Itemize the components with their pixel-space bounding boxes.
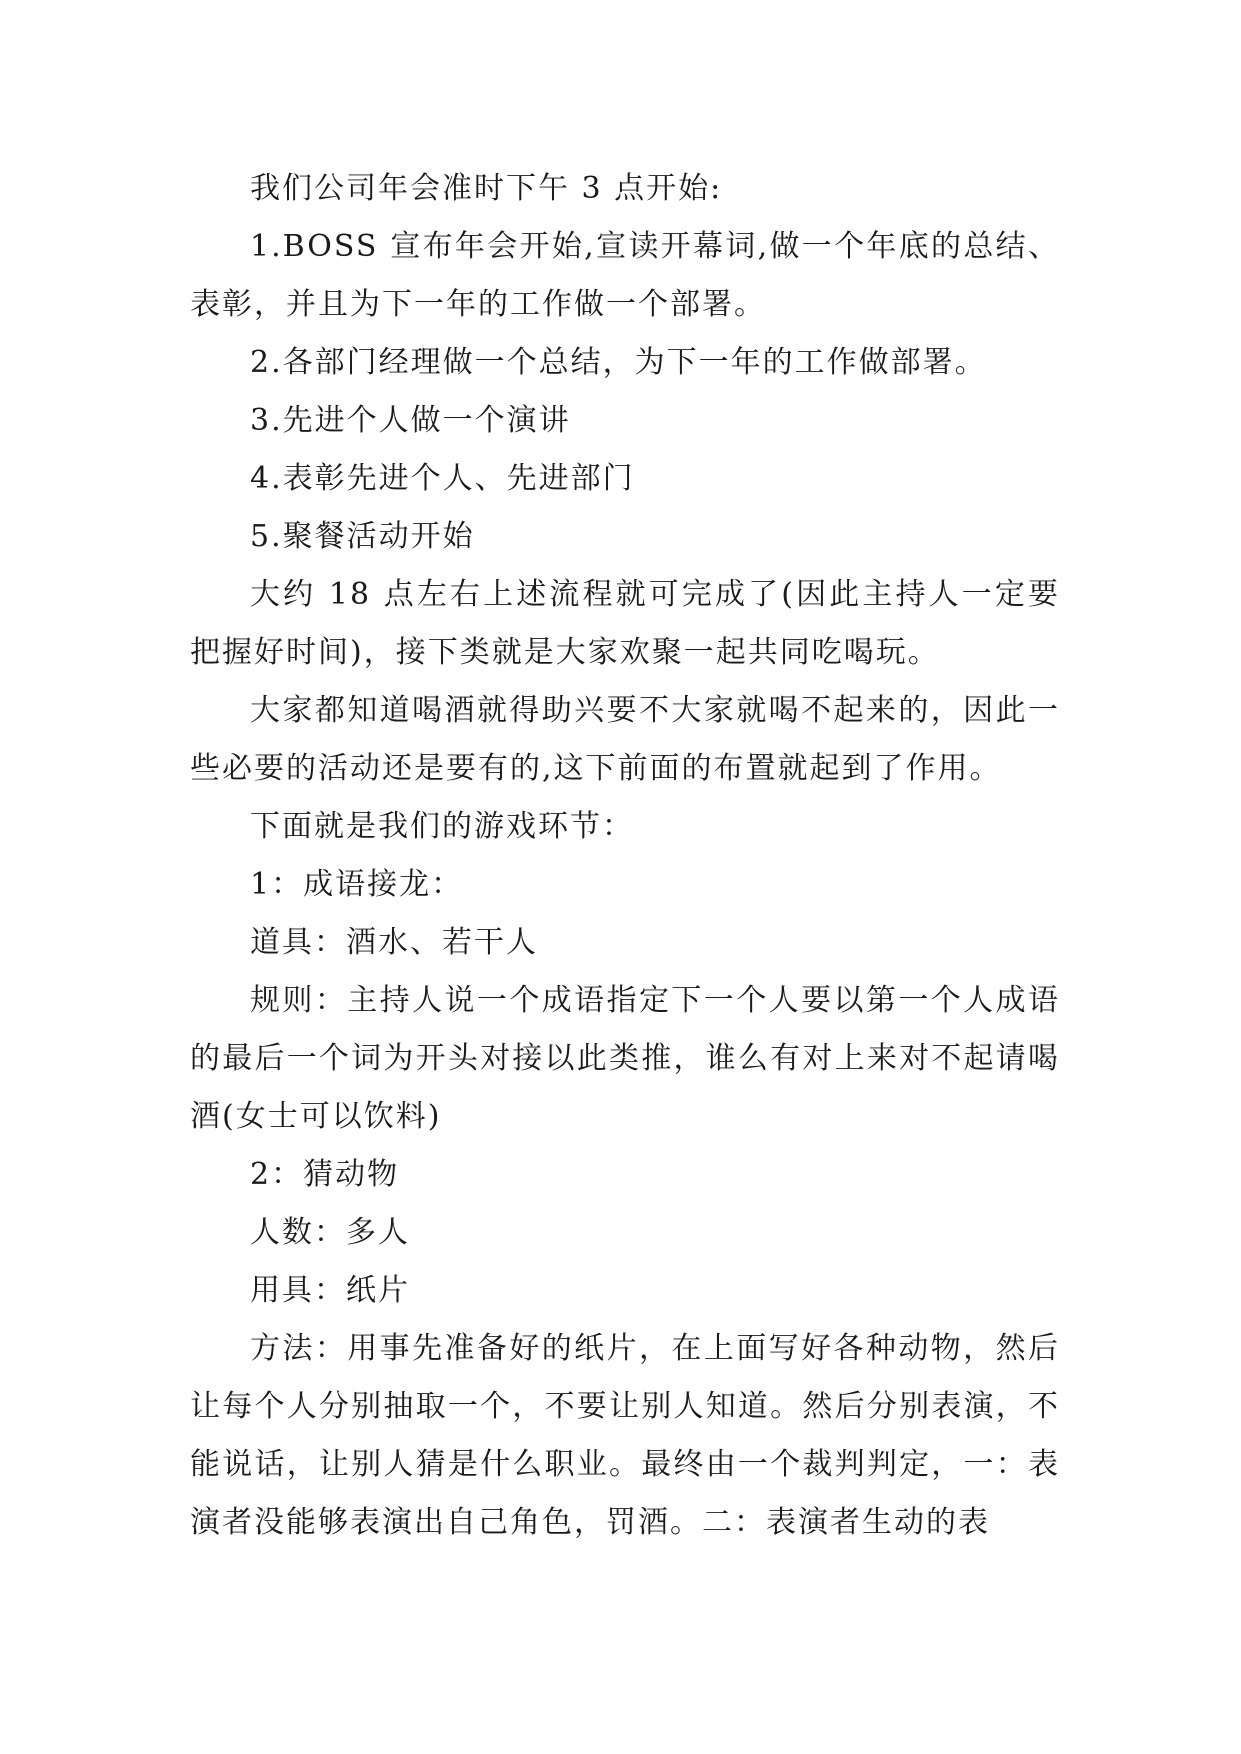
paragraph-item-3: 3.先进个人做一个演讲 bbox=[250, 403, 571, 438]
paragraph-game-2-players: 人数：多人 bbox=[250, 1215, 410, 1250]
paragraph-games-intro: 下面就是我们的游戏环节： bbox=[250, 809, 634, 844]
paragraph-activities: 大家都知道喝酒就得助兴要不大家就喝不起来的，因此一些必要的活动还是要有的,这下前面的布置就起到了作用。 bbox=[190, 693, 1060, 786]
paragraph-item-2: 2.各部门经理做一个总结，为下一年的工作做部署。 bbox=[250, 345, 987, 380]
paragraph-item-1: 1.BOSS 宣布年会开始,宣读开幕词,做一个年底的总结、表彰，并且为下一年的工作做一个部署。 bbox=[190, 229, 1060, 322]
paragraph-game-2-title: 2：猜动物 bbox=[250, 1157, 400, 1192]
paragraph-timing: 大约 18 点左右上述流程就可完成了(因此主持人一定要把握好时间)，接下类就是大家欢聚一起共同吃喝玩。 bbox=[190, 577, 1060, 670]
paragraph-game-1-props: 道具：酒水、若干人 bbox=[250, 925, 538, 960]
paragraph-game-1-title: 1：成语接龙： bbox=[250, 867, 464, 902]
document-body bbox=[190, 160, 1060, 1552]
paragraph-game-2-method: 方法：用事先准备好的纸片，在上面写好各种动物，然后让每个人分别抽取一个，不要让别人知道。然后分别表演，不能说话，让别人猜是什么职业。最终由一个裁判判定，一：表演者没能够表演出自己角色，罚酒。二：表演者生动的表 bbox=[190, 1331, 1060, 1540]
paragraph-item-4: 4.表彰先进个人、先进部门 bbox=[250, 461, 635, 496]
paragraph-item-5: 5.聚餐活动开始 bbox=[250, 519, 475, 554]
paragraph-start-time: 我们公司年会准时下午 3 点开始: bbox=[250, 171, 723, 206]
paragraph-game-2-tools: 用具：纸片 bbox=[250, 1273, 410, 1308]
paragraph-game-1-rules: 规则：主持人说一个成语指定下一个人要以第一个人成语的最后一个词为开头对接以此类推，谁么有对上来对不起请喝酒(女士可以饮料) bbox=[190, 983, 1060, 1134]
